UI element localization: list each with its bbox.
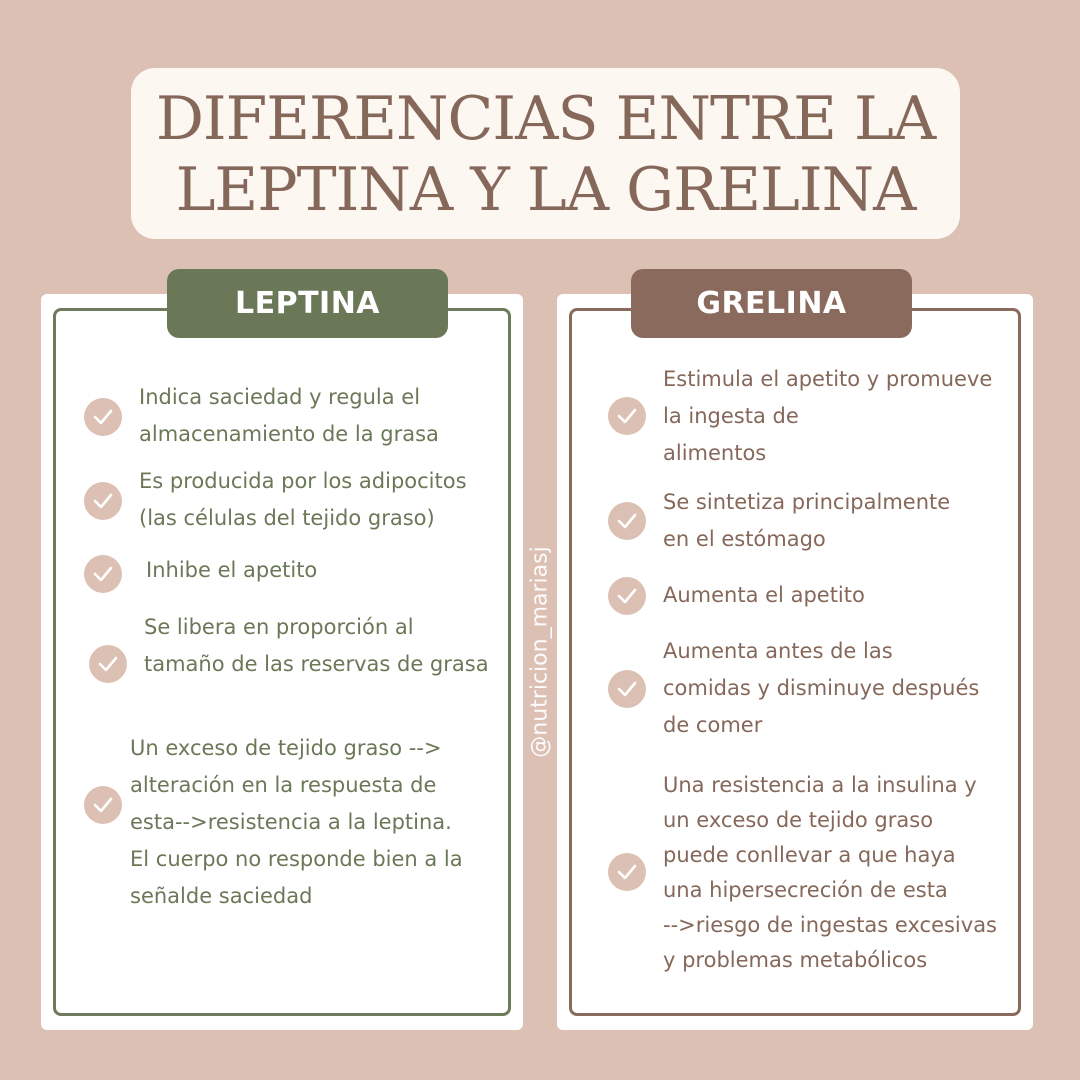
item-line: Estimula el apetito y promueve bbox=[663, 367, 993, 391]
item-line: Se libera en proporción al bbox=[144, 615, 414, 639]
item-line: Un exceso de tejido graso --> bbox=[130, 736, 442, 760]
leptina-item-4 bbox=[144, 609, 507, 683]
item-line: (las células del tejido graso) bbox=[139, 506, 435, 530]
grelina-item-4 bbox=[663, 633, 979, 744]
grelina-header: GRELINA bbox=[631, 269, 912, 338]
leptina-header: LEPTINA bbox=[167, 269, 448, 338]
item-line: Indica saciedad y regula el bbox=[139, 385, 421, 409]
item-line: puede conllevar a que haya bbox=[663, 843, 956, 867]
title-line-1: DIFERENCIAS ENTRE LA bbox=[155, 84, 936, 154]
check-circle-icon bbox=[84, 786, 122, 824]
grelina-item-2 bbox=[663, 484, 950, 558]
grelina-item-3 bbox=[663, 577, 865, 614]
item-line: Es producida por los adipocitos bbox=[139, 469, 467, 493]
grelina-item-5 bbox=[663, 768, 997, 978]
check-circle-icon bbox=[608, 502, 646, 540]
leptina-item-2 bbox=[139, 463, 467, 537]
item-line: Una resistencia a la insulina y bbox=[663, 773, 977, 797]
item-line: alimentos bbox=[663, 441, 767, 465]
item-line: una hipersecreción de esta bbox=[663, 878, 948, 902]
check-circle-icon bbox=[608, 397, 646, 435]
item-line: El cuerpo no responde bien a la bbox=[130, 847, 463, 871]
item-line: alteración en la respuesta de bbox=[130, 773, 437, 797]
check-circle-icon bbox=[608, 853, 646, 891]
title-line-2: LEPTINA Y LA GRELINA bbox=[175, 155, 916, 225]
leptina-item-1 bbox=[139, 379, 439, 453]
check-circle-icon bbox=[608, 577, 646, 615]
item-line: de comer bbox=[663, 713, 763, 737]
item-line: un exceso de tejido graso bbox=[663, 808, 934, 832]
check-circle-icon bbox=[608, 670, 646, 708]
check-circle-icon bbox=[84, 398, 122, 436]
item-line: tamaño de las reservas de grasa bbox=[144, 652, 489, 676]
item-line: almacenamiento de la grasa bbox=[139, 422, 439, 446]
watermark: @nutricion_mariasj bbox=[527, 546, 553, 758]
check-circle-icon bbox=[84, 482, 122, 520]
item-line: comidas y disminuye después bbox=[663, 676, 980, 700]
item-line: Aumenta el apetito bbox=[663, 583, 865, 607]
check-circle-icon bbox=[84, 555, 122, 593]
item-line: y problemas metabólicos bbox=[663, 948, 928, 972]
grelina-item-1 bbox=[663, 361, 1018, 472]
item-line: -->riesgo de ingestas excesivas bbox=[663, 913, 998, 937]
check-circle-icon bbox=[89, 645, 127, 683]
title-box bbox=[131, 68, 960, 239]
item-line: señalde saciedad bbox=[130, 884, 313, 908]
item-line: en el estómago bbox=[663, 527, 826, 551]
item-line: Inhibe el apetito bbox=[146, 558, 318, 582]
item-line: Aumenta antes de las bbox=[663, 639, 893, 663]
leptina-item-3 bbox=[146, 552, 317, 589]
leptina-item-5 bbox=[130, 730, 463, 915]
item-line: esta-->resistencia a la leptina. bbox=[130, 810, 452, 834]
item-line: Se sintetiza principalmente bbox=[663, 490, 951, 514]
item-line: la ingesta de bbox=[663, 404, 799, 428]
